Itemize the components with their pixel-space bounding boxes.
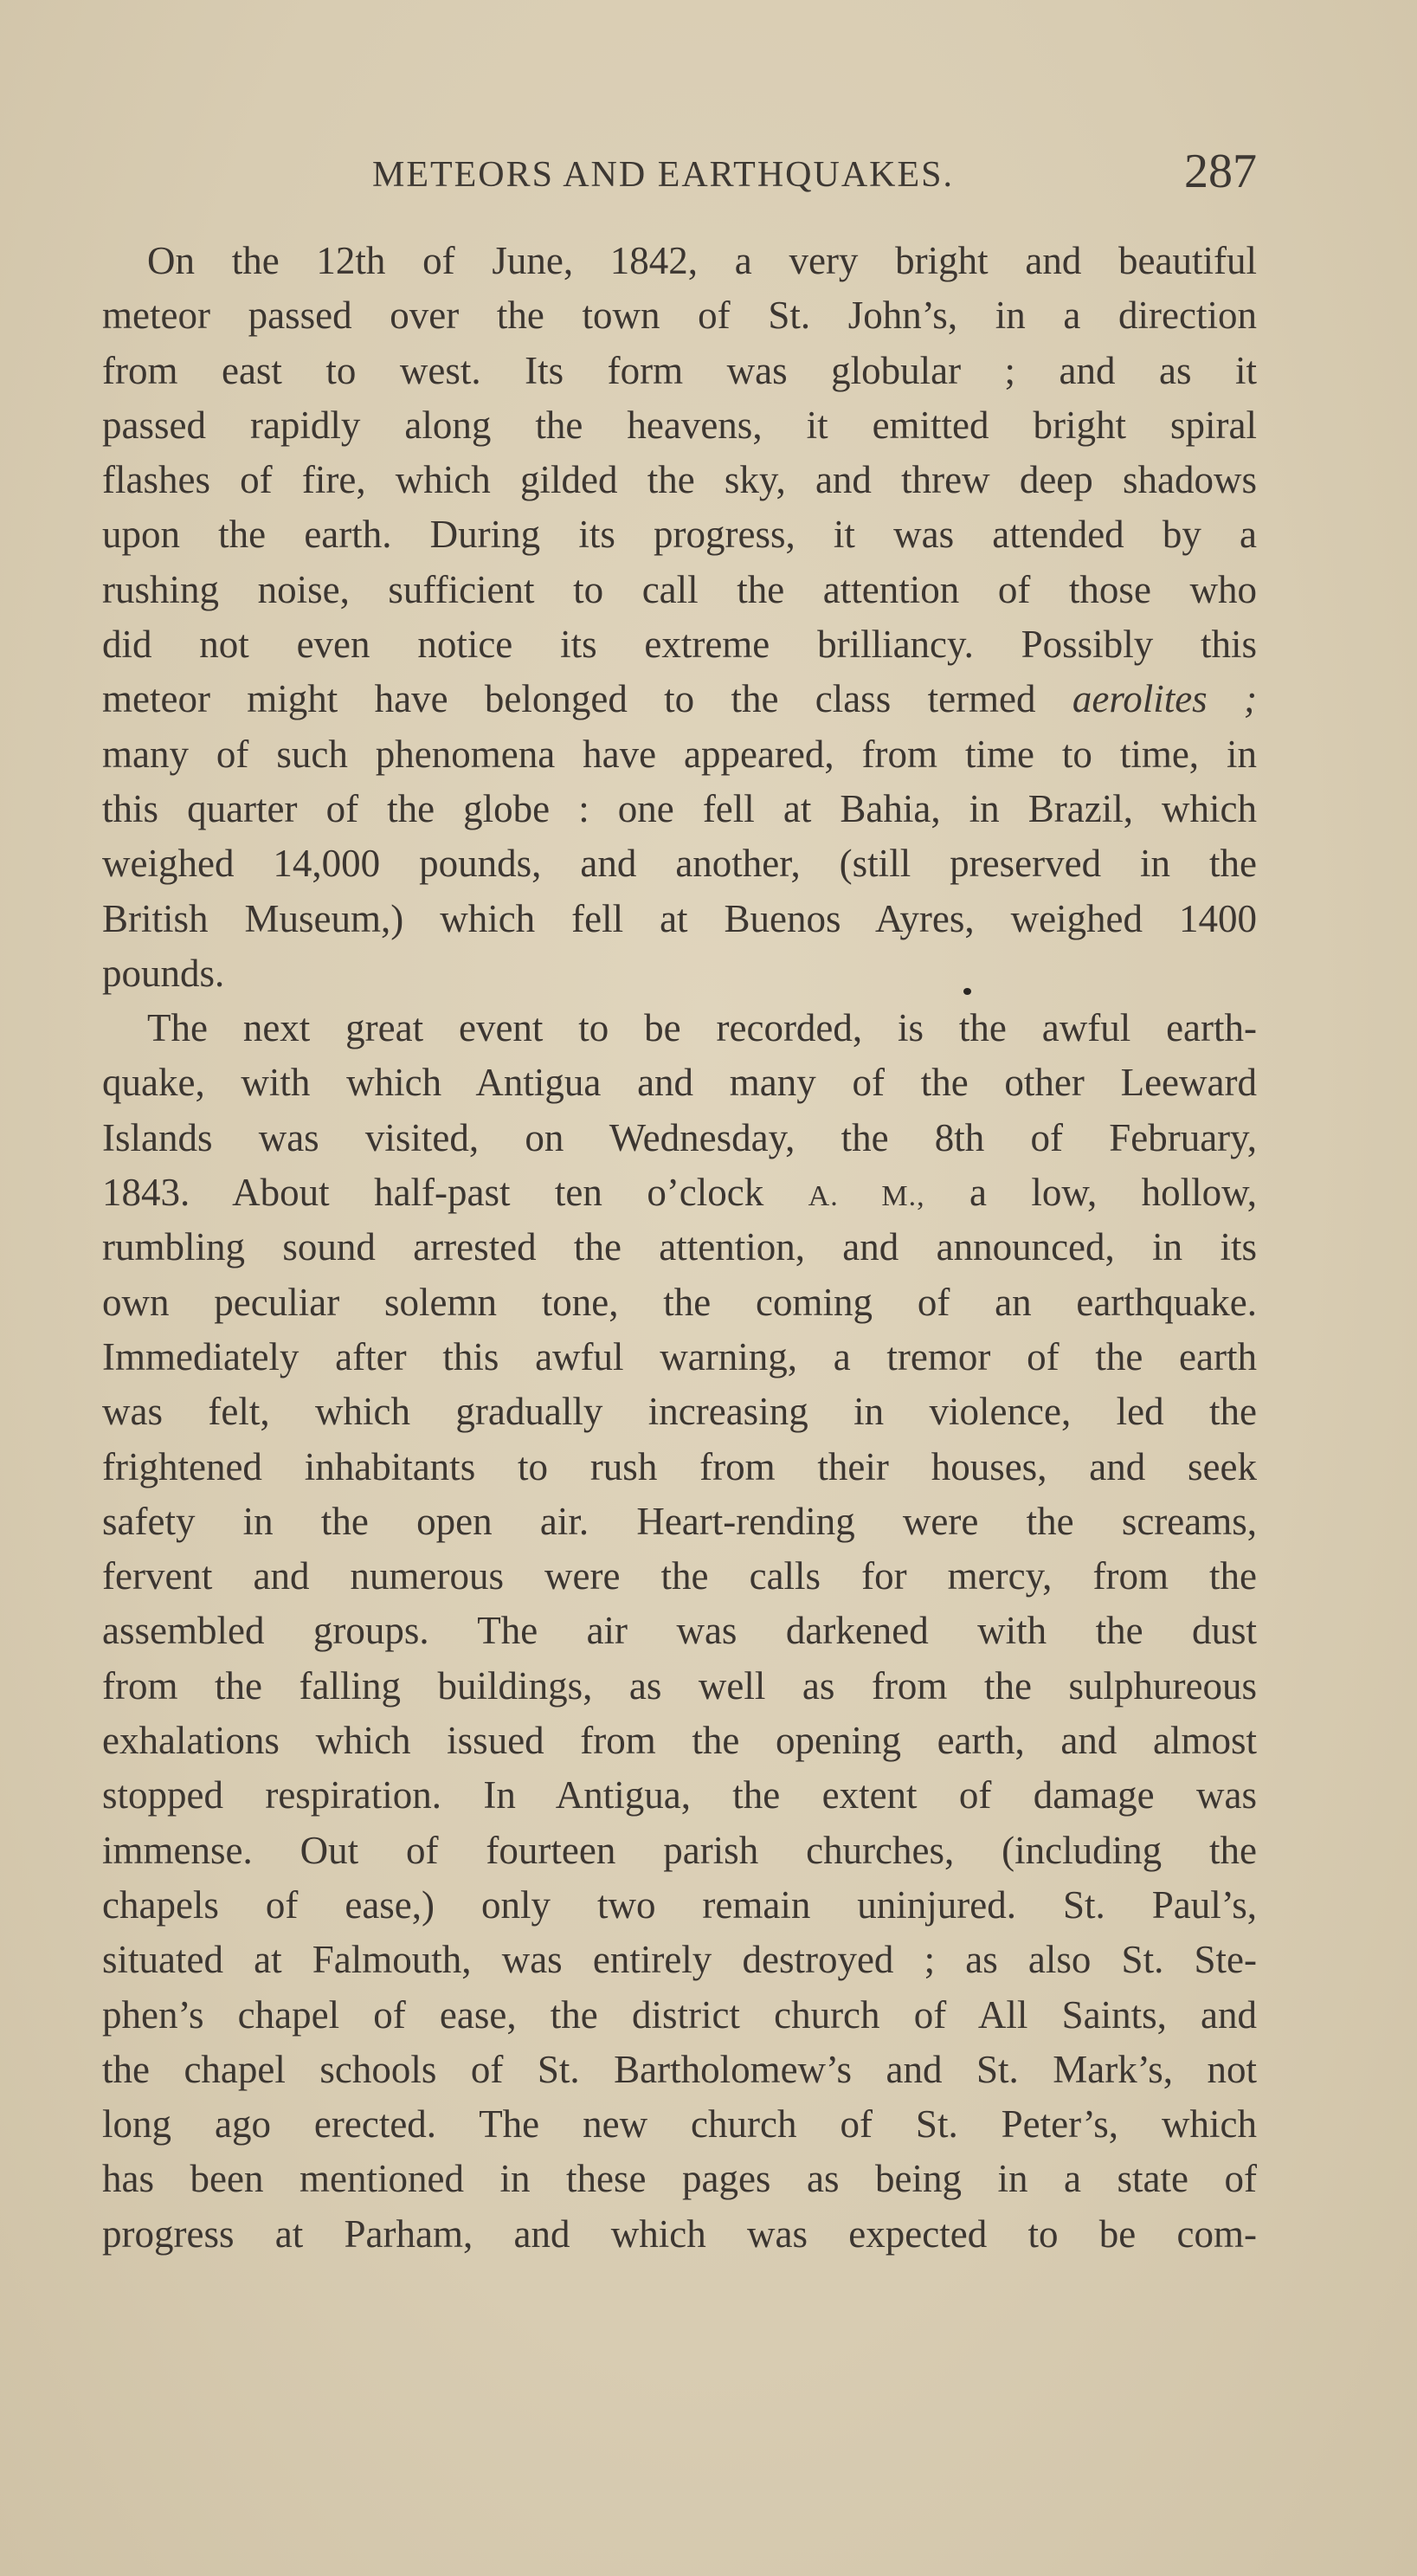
text-line: phen’s chapel of ease, the district church of All Saints, and bbox=[102, 1992, 1257, 2037]
text-line: has been mentioned in these pages as being in a state of bbox=[102, 2157, 1257, 2201]
running-title: METEORS AND EARTHQUAKES. bbox=[372, 155, 954, 195]
text-line: situated at Falmouth, was entirely destroyed ; as also St. Ste- bbox=[102, 1938, 1257, 1982]
ink-speck bbox=[963, 988, 971, 995]
text-line: stopped respiration. In Antigua, the extent of damage was bbox=[102, 1773, 1257, 1817]
text-line: British Museum,) which fell at Buenos Ayres, weighed 1400 bbox=[102, 896, 1257, 940]
text-segment: a low, hollow, bbox=[969, 1171, 1257, 1215]
page-number: 287 bbox=[1184, 145, 1257, 198]
text-line: the chapel schools of St. Bartholomew’s and St. Mark’s, not bbox=[102, 2047, 1257, 2091]
text-line: long ago erected. The new church of St. Peter’s, which bbox=[102, 2102, 1257, 2147]
text-line-with-small-caps bbox=[102, 1165, 1257, 1220]
text-line: own peculiar solemn tone, the coming of an earthquake. bbox=[102, 1280, 1257, 1324]
text-line: The next great event to be recorded, is the awful earth- bbox=[147, 1006, 1257, 1050]
time-abbreviation: A. M., bbox=[808, 1180, 925, 1213]
text-line: many of such phenomena have appeared, from time to time, in bbox=[102, 732, 1257, 776]
text-line: Immediately after this awful warning, a tremor of the earth bbox=[102, 1334, 1257, 1378]
text-line: frightened inhabitants to rush from their houses, and seek bbox=[102, 1444, 1257, 1488]
text-line: Islands was visited, on Wednesday, the 8th of February, bbox=[102, 1115, 1257, 1159]
text-line: quake, with which Antigua and many of the other Leeward bbox=[102, 1061, 1257, 1105]
text-line: progress at Parham, and which was expected to be com- bbox=[102, 2211, 1257, 2256]
text-line: weighed 14,000 pounds, and another, (still preserved in the bbox=[102, 842, 1257, 886]
running-head bbox=[104, 145, 1257, 210]
text-line: from east to west. Its form was globular ; and as it bbox=[102, 348, 1257, 392]
text-segment: 1843. About half-past ten o’clock bbox=[102, 1171, 764, 1215]
text-line: assembled groups. The air was darkened with the dust bbox=[102, 1609, 1257, 1653]
text-line: fervent and numerous were the calls for mercy, from the bbox=[102, 1554, 1257, 1598]
text-line: meteor passed over the town of St. John’s, in a direction bbox=[102, 294, 1257, 338]
text-line: safety in the open air. Heart-rending were the screams, bbox=[102, 1499, 1257, 1543]
text-line: exhalations which issued from the opening earth, and almost bbox=[102, 1719, 1257, 1763]
text-line: was felt, which gradually increasing in violence, led the bbox=[102, 1390, 1257, 1434]
body-text bbox=[102, 234, 1257, 2262]
text-line: chapels of ease,) only two remain uninjured. St. Paul’s, bbox=[102, 1882, 1257, 1927]
text-line-with-italic bbox=[102, 672, 1257, 726]
text-line: pounds. bbox=[102, 951, 225, 995]
text-line: did not even notice its extreme brilliancy. Possibly this bbox=[102, 623, 1257, 667]
text-line: flashes of fire, which gilded the sky, and threw deep shadows bbox=[102, 458, 1257, 502]
text-line: passed rapidly along the heavens, it emitted bright spiral bbox=[102, 403, 1257, 447]
text-line: immense. Out of fourteen parish churches, (including the bbox=[102, 1828, 1257, 1872]
text-line: rushing noise, sufficient to call the attention of those who bbox=[102, 567, 1257, 611]
text-line: rumbling sound arrested the attention, and announced, in its bbox=[102, 1225, 1257, 1269]
text-segment: meteor might have belonged to the class termed bbox=[102, 677, 1036, 721]
text-line: this quarter of the globe : one fell at Bahia, in Brazil, which bbox=[102, 786, 1257, 830]
text-line: On the 12th of June, 1842, a very bright and beautiful bbox=[147, 239, 1257, 282]
text-line: from the falling buildings, as well as from the sulphureous bbox=[102, 1663, 1257, 1708]
italic-term: aerolites ; bbox=[1072, 677, 1258, 721]
text-line: upon the earth. During its progress, it was attended by a bbox=[102, 513, 1257, 557]
